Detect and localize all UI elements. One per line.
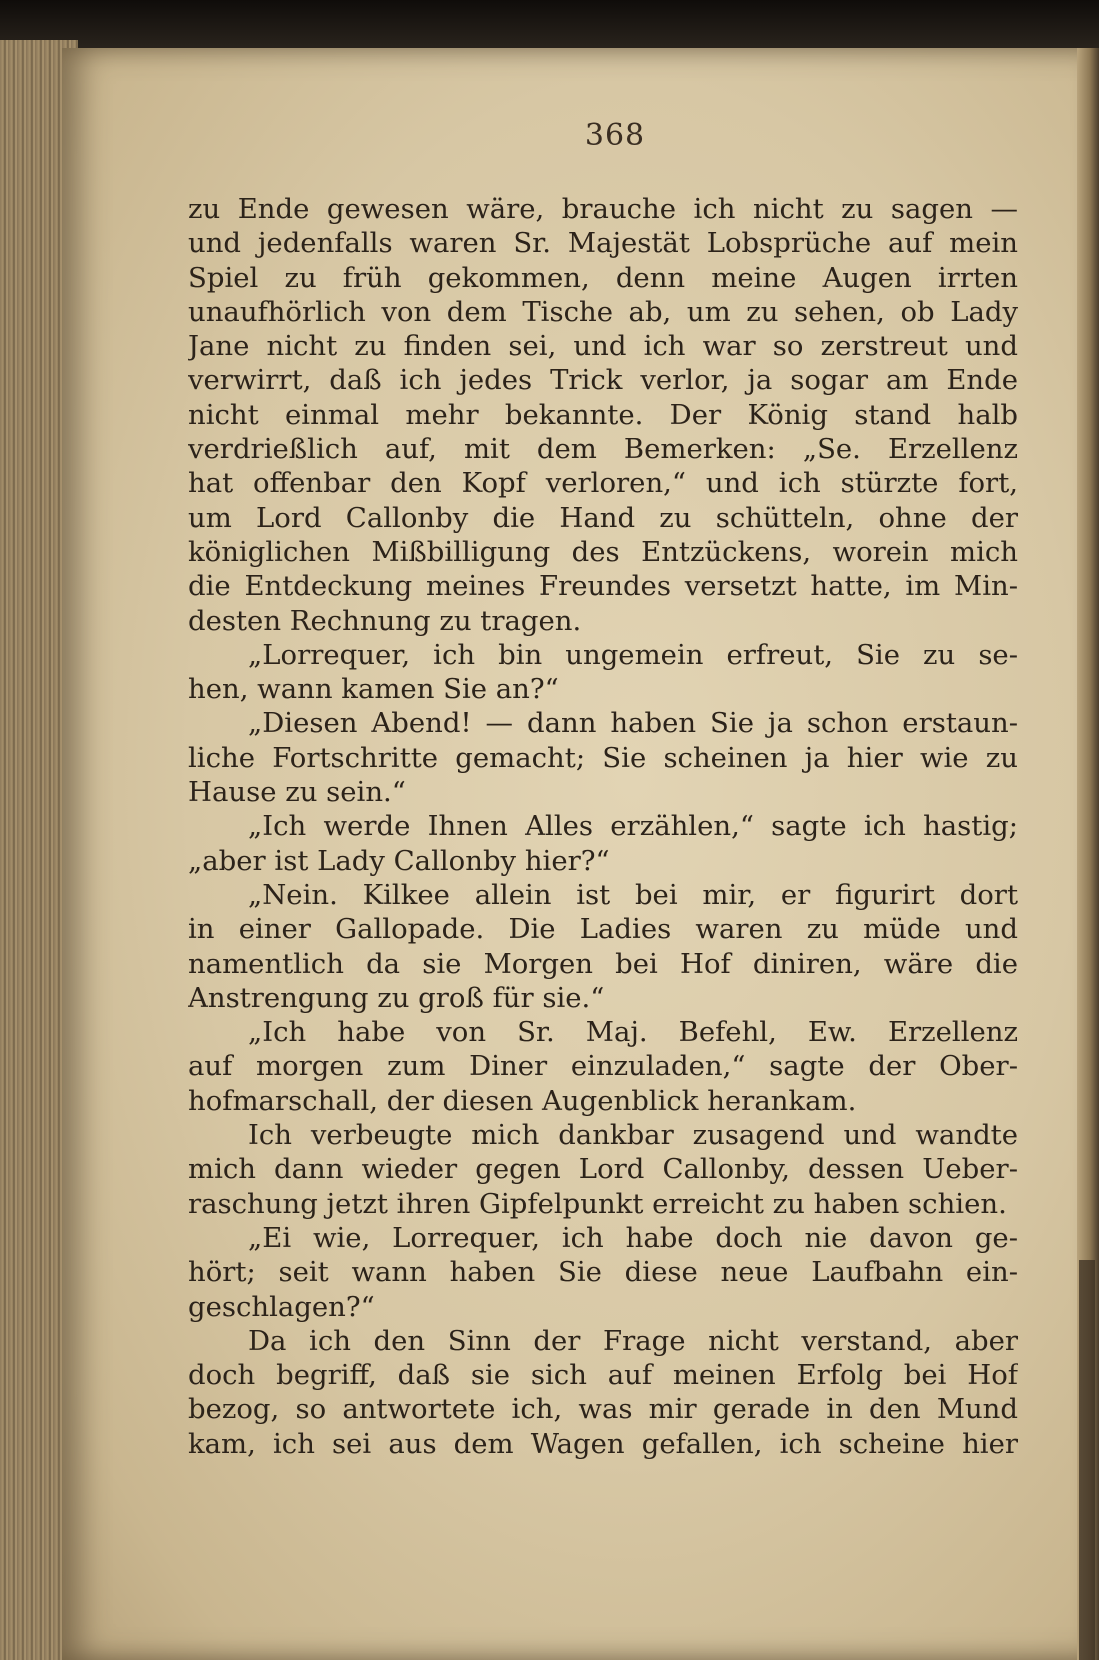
text-line: „Diesen Abend! — dann haben Sie ja schon erstaun- bbox=[248, 707, 1018, 740]
text-line: „Nein. Kilkee allein ist bei mir, er figurirt dort bbox=[248, 878, 1018, 911]
text-line: und jedenfalls waren Sr. Majestät Lobsprüche auf mein bbox=[188, 227, 1018, 260]
text-line: Anstrengung zu groß für sie.“ bbox=[188, 981, 605, 1014]
text-line: bezog, so antwortete ich, was mir gerade in den Mund bbox=[188, 1393, 1018, 1426]
text-line: hofmarschall, der diesen Augenblick herankam. bbox=[188, 1084, 857, 1117]
text-line: zu Ende gewesen wäre, brauche ich nicht zu sagen — bbox=[188, 193, 1018, 225]
text-line: desten Rechnung zu tragen. bbox=[188, 604, 582, 637]
text-line: raschung jetzt ihren Gipfelpunkt erreicht zu haben schien. bbox=[188, 1187, 1007, 1220]
text-line: Jane nicht zu finden sei, und ich war so zerstreut und bbox=[188, 330, 1018, 363]
text-line: königlichen Mißbilligung des Entzückens, worein mich bbox=[188, 535, 1018, 568]
text-line: hen, wann kamen Sie an?“ bbox=[188, 673, 559, 706]
text-line: „Lorrequer, ich bin ungemein erfreut, Sie zu se- bbox=[248, 638, 1018, 671]
text-line: doch begriff, daß sie sich auf meinen Erfolg bei Hof bbox=[188, 1359, 1018, 1392]
text-line: hört; seit wann haben Sie diese neue Laufbahn ein- bbox=[188, 1256, 1018, 1289]
text-line: „Ich habe von Sr. Maj. Befehl, Ew. Erzellenz bbox=[248, 1016, 1018, 1049]
text-line: nicht einmal mehr bekannte. Der König stand halb bbox=[188, 398, 1018, 431]
text-line: namentlich da sie Morgen bei Hof diniren, wäre die bbox=[188, 947, 1018, 980]
text-line: „Ich werde Ihnen Alles erzählen,“ sagte ich hastig; bbox=[248, 810, 1018, 843]
text-line: um Lord Callonby die Hand zu schütteln, ohne der bbox=[188, 501, 1018, 534]
text-line: „Ei wie, Lorrequer, ich habe doch nie davon ge- bbox=[248, 1221, 1018, 1254]
text-line: in einer Gallopade. Die Ladies waren zu müde und bbox=[188, 913, 1018, 946]
text-line: geschlagen?“ bbox=[188, 1290, 375, 1323]
text-line: Spiel zu früh gekommen, denn meine Augen irrten bbox=[188, 261, 1018, 294]
binding-stain bbox=[1079, 1260, 1095, 1660]
text-line: Hause zu sein.“ bbox=[188, 776, 406, 809]
text-line: die Entdeckung meines Freundes versetzt hatte, im Min- bbox=[188, 570, 1018, 603]
text-line: liche Fortschritte gemacht; Sie scheinen ja hier wie zu bbox=[188, 741, 1018, 774]
text-line: verwirrt, daß ich jedes Trick verlor, ja sogar am Ende bbox=[188, 364, 1018, 397]
top-shadow bbox=[0, 0, 1099, 50]
text-line: verdrießlich auf, mit dem Bemerken: „Se. Erzellenz bbox=[188, 433, 1018, 466]
text-line: Ich verbeugte mich dankbar zusagend und wandte bbox=[248, 1119, 1018, 1152]
text-line: Da ich den Sinn der Frage nicht verstand, aber bbox=[248, 1324, 1018, 1357]
text-line: kam, ich sei aus dem Wagen gefallen, ich scheine hier bbox=[188, 1427, 1018, 1460]
text-line: auf morgen zum Diner einzuladen,“ sagte der Ober- bbox=[188, 1050, 1018, 1083]
text-line: unaufhörlich von dem Tische ab, um zu sehen, ob Lady bbox=[188, 295, 1018, 328]
text-line: „aber ist Lady Callonby hier?“ bbox=[188, 844, 610, 877]
text-line: hat offenbar den Kopf verloren,“ und ich stürzte fort, bbox=[188, 467, 1018, 500]
text-line: mich dann wieder gegen Lord Callonby, dessen Ueber- bbox=[188, 1153, 1018, 1186]
page-number: 368 bbox=[584, 118, 646, 153]
body-text bbox=[188, 192, 1018, 1461]
